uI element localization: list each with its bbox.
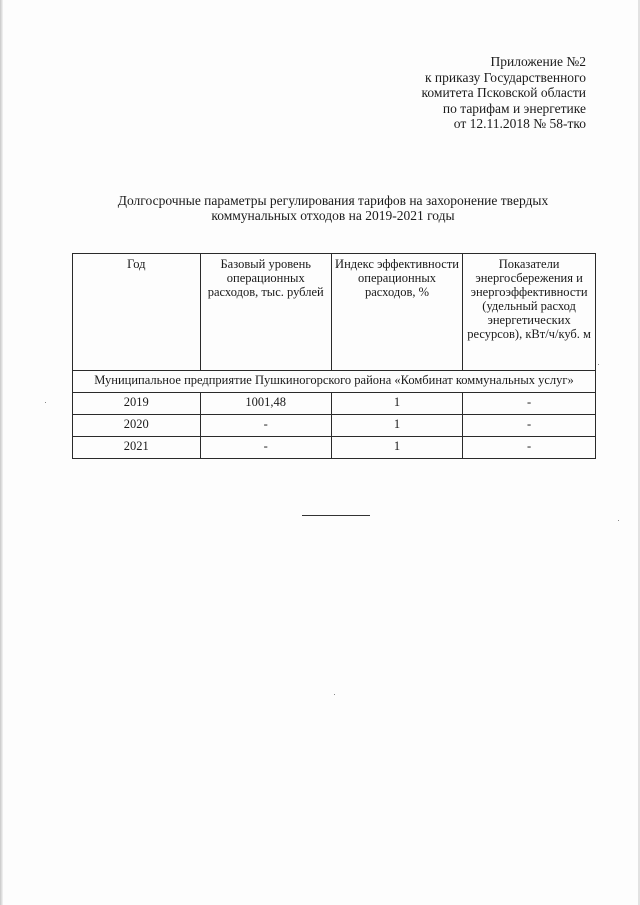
cell-year: 2020 — [73, 415, 201, 437]
table-row — [73, 437, 596, 459]
table-row — [73, 393, 596, 415]
cell-efficiency-index: 1 — [331, 437, 462, 459]
cell-energy: - — [463, 415, 596, 437]
cell-efficiency-index: 1 — [331, 393, 462, 415]
cell-energy: - — [463, 393, 596, 415]
scan-speck — [598, 364, 599, 365]
header-efficiency-index: Индекс эффективности операционных расходов, % — [331, 254, 462, 371]
scan-speck — [334, 694, 335, 695]
cell-base-level: - — [200, 437, 331, 459]
cell-efficiency-index: 1 — [331, 415, 462, 437]
appendix-line-4: по тарифам и энергетике — [442, 100, 586, 116]
table-row — [73, 415, 596, 437]
scan-edge-left — [0, 0, 3, 905]
appendix-line-5: от 12.11.2018 № 58-тко — [453, 116, 586, 131]
organization-row — [73, 371, 596, 393]
document-title — [70, 193, 596, 223]
header-energy-indicators: Показатели энергосбережения и энергоэффективности (удельный расход энергетических ресурсов), кВт/ч/куб. м — [463, 254, 596, 371]
organization-name: Муниципальное предприятие Пушкиногорского района «Комбинат коммунальных услуг» — [73, 371, 596, 393]
appendix-line-2: к приказу Государственного — [424, 69, 586, 85]
parameters-table — [72, 253, 596, 459]
cell-year: 2021 — [73, 437, 201, 459]
appendix-line-1: Приложение №2 — [490, 54, 586, 69]
scan-speck — [618, 520, 619, 521]
table-header-row — [73, 254, 596, 371]
scan-speck — [45, 402, 46, 403]
title-line-2: коммунальных отходов на 2019-2021 годы — [211, 208, 455, 223]
header-base-level: Базовый уровень операционных расходов, тыс. рублей — [200, 254, 331, 371]
cell-year: 2019 — [73, 393, 201, 415]
cell-base-level: 1001,48 — [200, 393, 331, 415]
appendix-line-3: комитета Псковской области — [421, 85, 586, 100]
title-line-1: Долгосрочные параметры регулирования тарифов на захоронение твердых — [117, 193, 549, 208]
end-separator-line — [302, 515, 370, 516]
cell-base-level: - — [200, 415, 331, 437]
appendix-header — [422, 54, 586, 132]
cell-energy: - — [463, 437, 596, 459]
header-year: Год — [73, 254, 201, 371]
